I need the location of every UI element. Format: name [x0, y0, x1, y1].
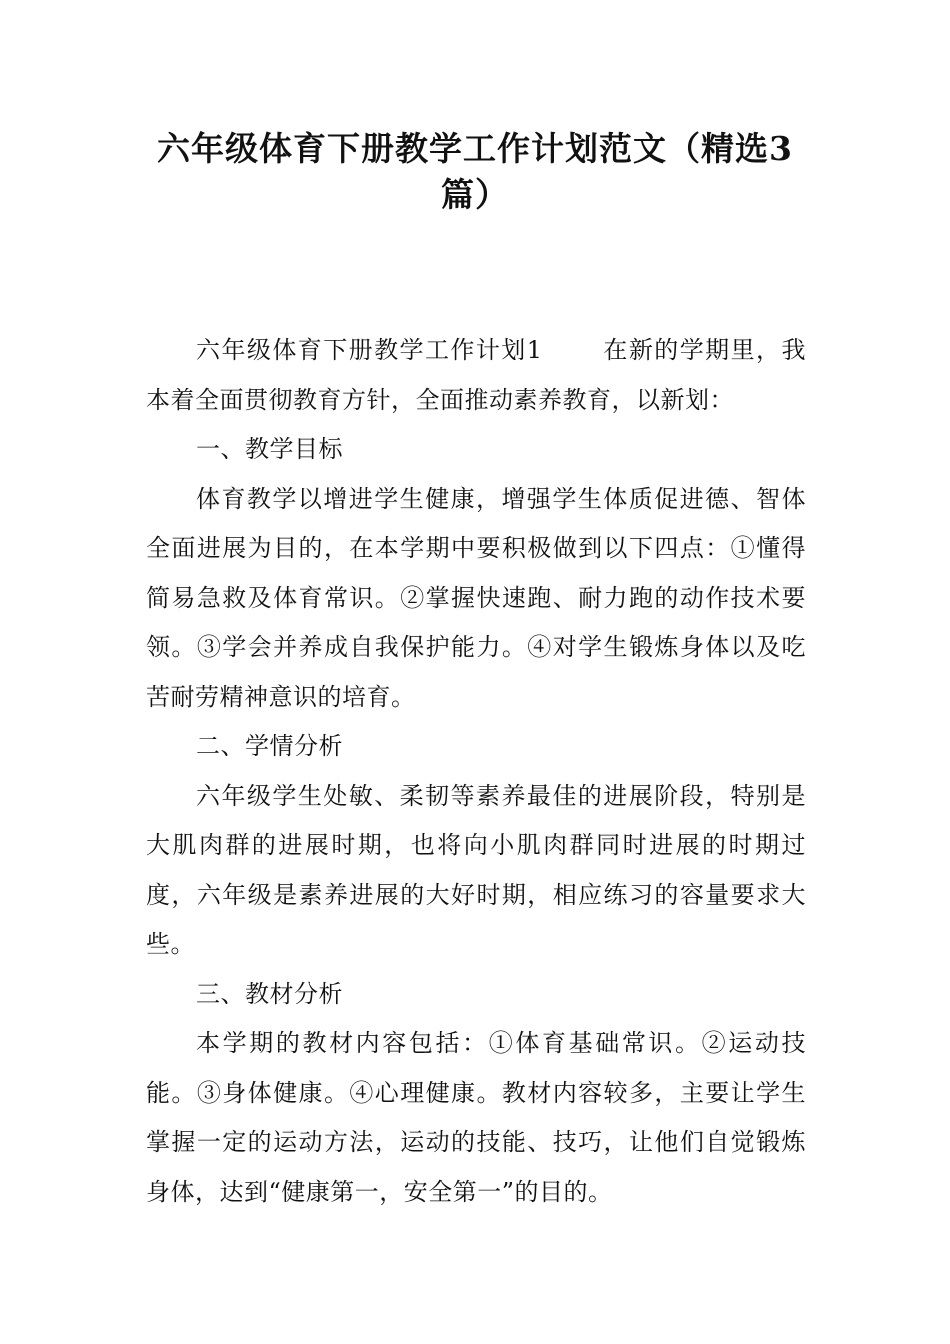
document-body: [146, 326, 806, 1217]
section-heading-analysis: 二、学情分析: [196, 732, 343, 760]
section-text-materials: 本学期的教材内容包括：①体育基础常识。②运动技能。③身体健康。④心理健康。教材内容较多，主要让学生掌握一定的运动方法，运动的技能、技巧，让他们自觉锻炼身体，达到“健康第一，安全第一”的目的。: [146, 1029, 806, 1206]
section-heading-goals: 一、教学目标: [196, 435, 343, 463]
intro-label: 六年级体育下册教学工作计划1: [196, 336, 543, 364]
intro-paragraph: [146, 326, 806, 425]
document-title: 六年级体育下册教学工作计划范文（精选3篇）: [157, 129, 793, 214]
section-text-goals: 体育教学以增进学生健康，增强学生体质促进德、智体全面进展为目的，在本学期中要积极做到以下四点：①懂得简易急救及体育常识。②掌握快速跑、耐力跑的动作技术要领。③学会并养成自我保护能力。④对学生锻炼身体以及吃苦耐劳精神意识的培育。: [146, 484, 806, 711]
section-text-analysis: 六年级学生处敏、柔韧等素养最佳的进展阶段，特别是大肌肉群的进展时期，也将向小肌肉群同时进展的时期过度，六年级是素养进展的大好时期，相应练习的容量要求大些。: [146, 781, 806, 958]
intro-text: 在新的学期里，我本着全面贯彻教育方针，全面推动素养教育，以新划：: [146, 336, 806, 414]
section-heading-materials: 三、教材分析: [196, 979, 343, 1008]
